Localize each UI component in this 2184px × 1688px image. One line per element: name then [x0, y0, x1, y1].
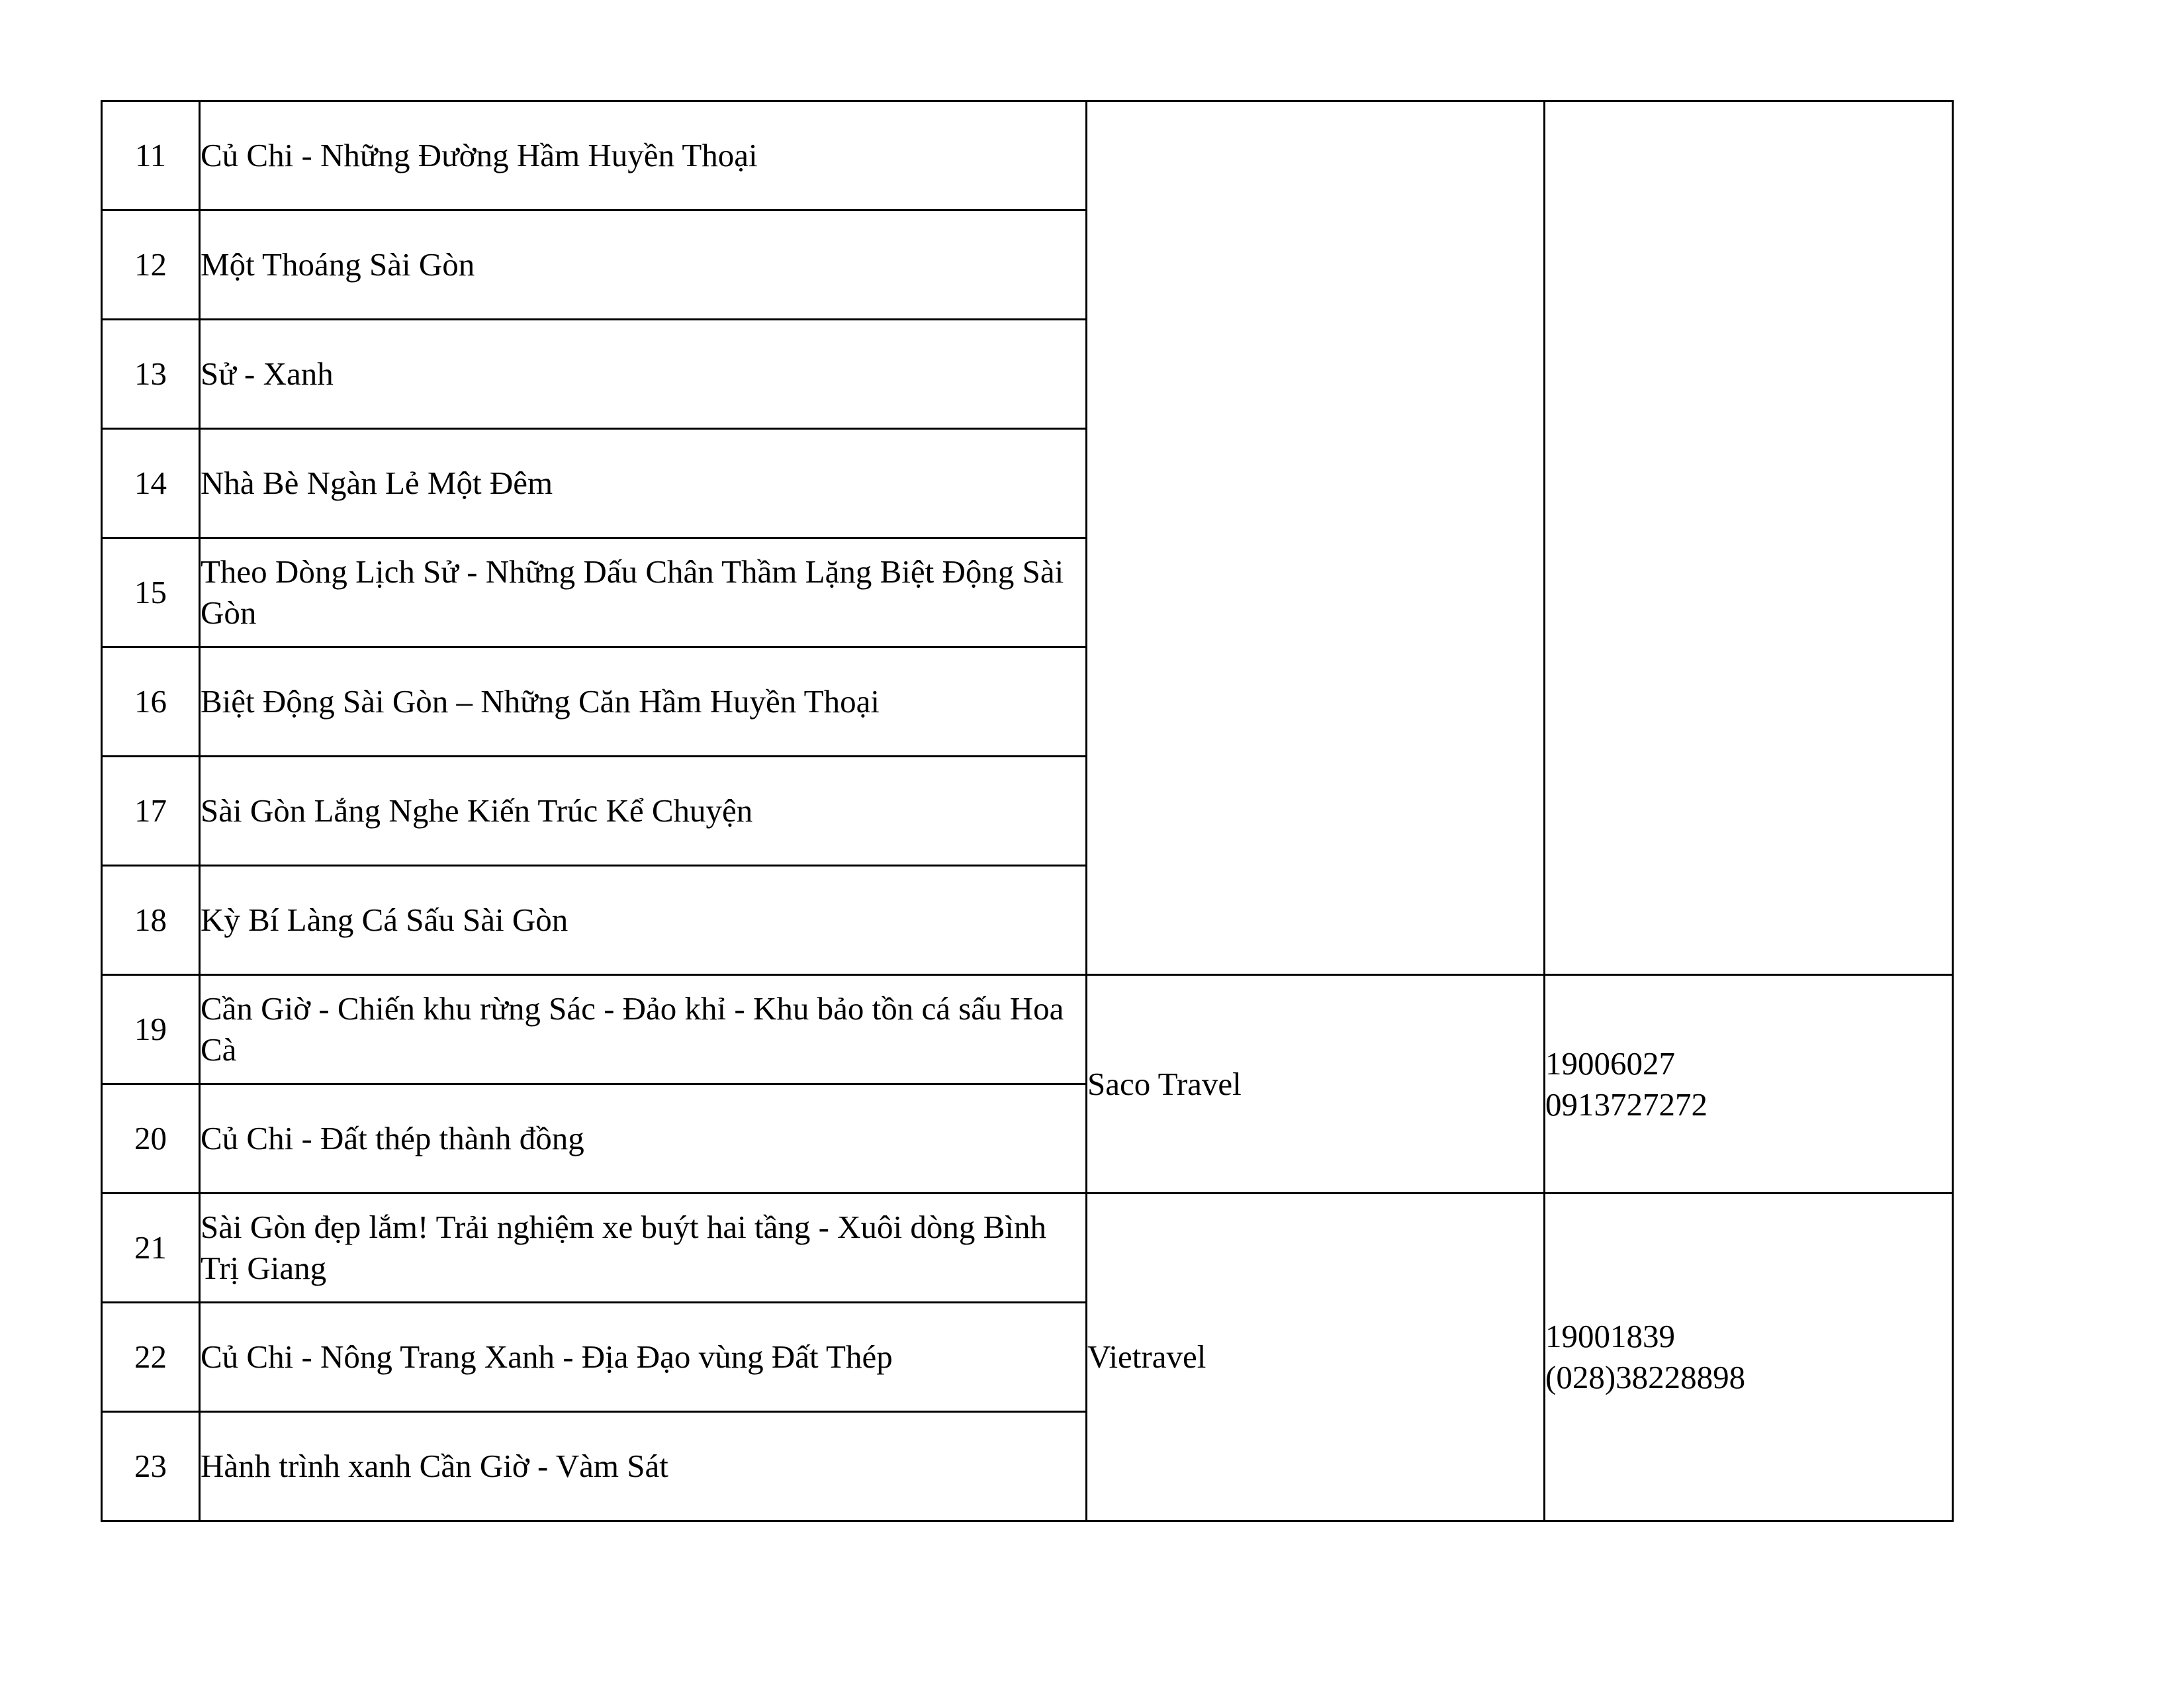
company-name: Saco Travel	[1087, 975, 1545, 1194]
company-name: Vietravel	[1087, 1194, 1545, 1521]
tour-name: Củ Chi - Đất thép thành đồng	[200, 1084, 1087, 1194]
phone-number: 19001839	[1545, 1318, 1675, 1354]
row-number: 16	[102, 647, 200, 757]
tour-table	[101, 100, 1954, 1522]
tour-name: Nhà Bè Ngàn Lẻ Một Đêm	[200, 429, 1087, 538]
tour-name: Củ Chi - Những Đường Hầm Huyền Thoại	[200, 101, 1087, 211]
tour-name: Hành trình xanh Cần Giờ - Vàm Sát	[200, 1412, 1087, 1521]
table-row	[102, 975, 1953, 1084]
tour-name: Một Thoáng Sài Gòn	[200, 211, 1087, 320]
tour-name: Sài Gòn Lắng Nghe Kiến Trúc Kể Chuyện	[200, 757, 1087, 866]
row-number: 19	[102, 975, 200, 1084]
row-number: 12	[102, 211, 200, 320]
phone-cell	[1545, 975, 1953, 1194]
row-number: 13	[102, 320, 200, 429]
row-number: 18	[102, 866, 200, 975]
row-number: 14	[102, 429, 200, 538]
tour-name: Theo Dòng Lịch Sử - Những Dấu Chân Thầm Lặng Biệt Động Sài Gòn	[200, 538, 1087, 647]
row-number: 11	[102, 101, 200, 211]
tour-name: Biệt Động Sài Gòn – Những Căn Hầm Huyền Thoại	[200, 647, 1087, 757]
tour-name: Sài Gòn đẹp lắm! Trải nghiệm xe buýt hai tầng - Xuôi dòng Bình Trị Giang	[200, 1194, 1087, 1303]
phone-number: 0913727272	[1545, 1086, 1707, 1123]
tour-name: Củ Chi - Nông Trang Xanh - Địa Đạo vùng Đất Thép	[200, 1303, 1087, 1412]
table-row	[102, 101, 1953, 211]
row-number: 23	[102, 1412, 200, 1521]
row-number: 17	[102, 757, 200, 866]
company-cell-empty	[1087, 101, 1545, 975]
row-number: 22	[102, 1303, 200, 1412]
table-row	[102, 1194, 1953, 1303]
phone-cell-empty	[1545, 101, 1953, 975]
row-number: 15	[102, 538, 200, 647]
phone-number: 19006027	[1545, 1045, 1675, 1082]
tour-name: Sử - Xanh	[200, 320, 1087, 429]
phone-cell	[1545, 1194, 1953, 1521]
tour-name: Kỳ Bí Làng Cá Sấu Sài Gòn	[200, 866, 1087, 975]
row-number: 21	[102, 1194, 200, 1303]
tour-name: Cần Giờ - Chiến khu rừng Sác - Đảo khỉ - Khu bảo tồn cá sấu Hoa Cà	[200, 975, 1087, 1084]
row-number: 20	[102, 1084, 200, 1194]
phone-number: (028)38228898	[1545, 1359, 1746, 1395]
